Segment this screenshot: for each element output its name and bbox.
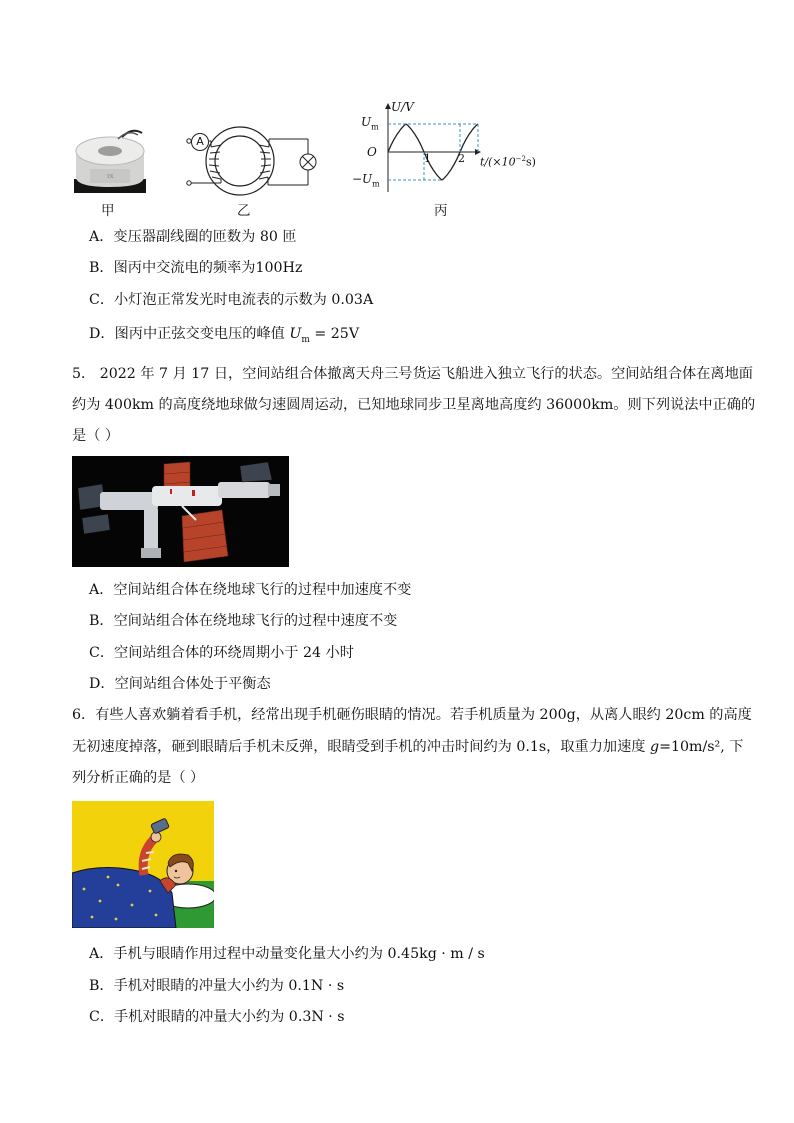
q4-option-a: A．变压器副线圈的匝数为 80 匝 xyxy=(89,229,297,245)
q6-option-c: C．手机对眼睛的冲量大小约为 0.3N · s xyxy=(89,1009,345,1025)
q6-option-a: A．手机与眼睛作用过程中动量变化量大小约为 0.45kg · m / s xyxy=(89,946,485,962)
x-axis-label-text: t/(×10 xyxy=(480,155,516,169)
x-tick-2: 2 xyxy=(458,152,465,165)
q6-stem-line-2-pre: 无初速度掉落，砸到眼睛后手机未反弹，眼睛受到手机的冲击时间约为 0.1s，取重力加速度 xyxy=(72,739,650,755)
phone-in-bed-cartoon xyxy=(72,801,214,928)
q6-gravity-symbol: g xyxy=(650,739,660,755)
y-min-sub: m xyxy=(372,179,380,189)
y-min-text: −U xyxy=(352,172,373,186)
space-station-photo xyxy=(72,456,289,567)
ammeter-label: A xyxy=(196,135,204,148)
q4-option-d-prefix: D．图丙中正弦交变电压的峰值 xyxy=(89,326,285,342)
y-max-sub: m xyxy=(371,122,379,132)
x-axis-label xyxy=(480,155,536,169)
figure-label-yi: 乙 xyxy=(237,203,251,219)
q5-option-d: D．空间站组合体处于平衡态 xyxy=(89,676,271,692)
y-min-label xyxy=(352,172,380,188)
transformer-photo xyxy=(70,125,150,195)
q5-option-a: A．空间站组合体在绕地球飞行的过程中加速度不变 xyxy=(89,582,412,598)
figure-label-bing: 丙 xyxy=(434,203,448,219)
q6-option-b: B．手机对眼睛的冲量大小约为 0.1N · s xyxy=(89,978,345,994)
x-axis-unit: s) xyxy=(525,155,536,169)
q6-stem-line-1: 6．有些人喜欢躺着看手机，经常出现手机砸伤眼睛的情况。若手机质量为 200g，从离人眼约 20cm 的高度 xyxy=(72,707,752,723)
q6-stem-line-2-post: =10m/s², 下 xyxy=(659,739,744,755)
q4-option-d-symbol: U xyxy=(289,326,302,342)
q4-option-b: B．图丙中交流电的频率为100Hz xyxy=(89,260,303,276)
x-axis-exp: −2 xyxy=(515,155,526,163)
q5-option-b: B．空间站组合体在绕地球飞行的过程中速度不变 xyxy=(89,613,398,629)
figure-label-jia: 甲 xyxy=(101,203,115,219)
x-tick-1: 1 xyxy=(424,152,431,165)
y-axis-label-text: U/V xyxy=(391,100,414,114)
q5-stem-line-3: 是（ ） xyxy=(72,428,120,444)
q4-option-d xyxy=(89,324,359,350)
q6-stem-line-2 xyxy=(72,737,743,757)
q4-option-d-sub: m xyxy=(301,334,310,345)
svg-text:TX: TX xyxy=(106,174,114,180)
q5-stem-line-1: 5． 2022 年 7 月 17 日，空间站组合体撤离天舟三号货运飞船进入独立飞行的状态。空间站组合体在离地面 xyxy=(72,366,753,382)
origin-label: O xyxy=(367,145,377,159)
q5-option-c: C．空间站组合体的环绕周期小于 24 小时 xyxy=(89,645,354,661)
ammeter-symbol xyxy=(191,133,209,151)
y-max-text: U xyxy=(361,115,372,129)
y-axis-label xyxy=(391,100,414,114)
y-max-label xyxy=(361,115,379,131)
q6-stem-line-3: 列分析正确的是（ ） xyxy=(72,770,205,786)
q4-option-c: C．小灯泡正常发光时电流表的示数为 0.03A xyxy=(89,292,374,308)
q5-stem-line-2: 约为 400km 的高度绕地球做匀速圆周运动，已知地球同步卫星离地高度约 36000km。则下列说法中正确的 xyxy=(72,397,756,413)
voltage-time-graph xyxy=(350,100,540,198)
q4-option-d-suffix: = 25V xyxy=(314,326,360,342)
